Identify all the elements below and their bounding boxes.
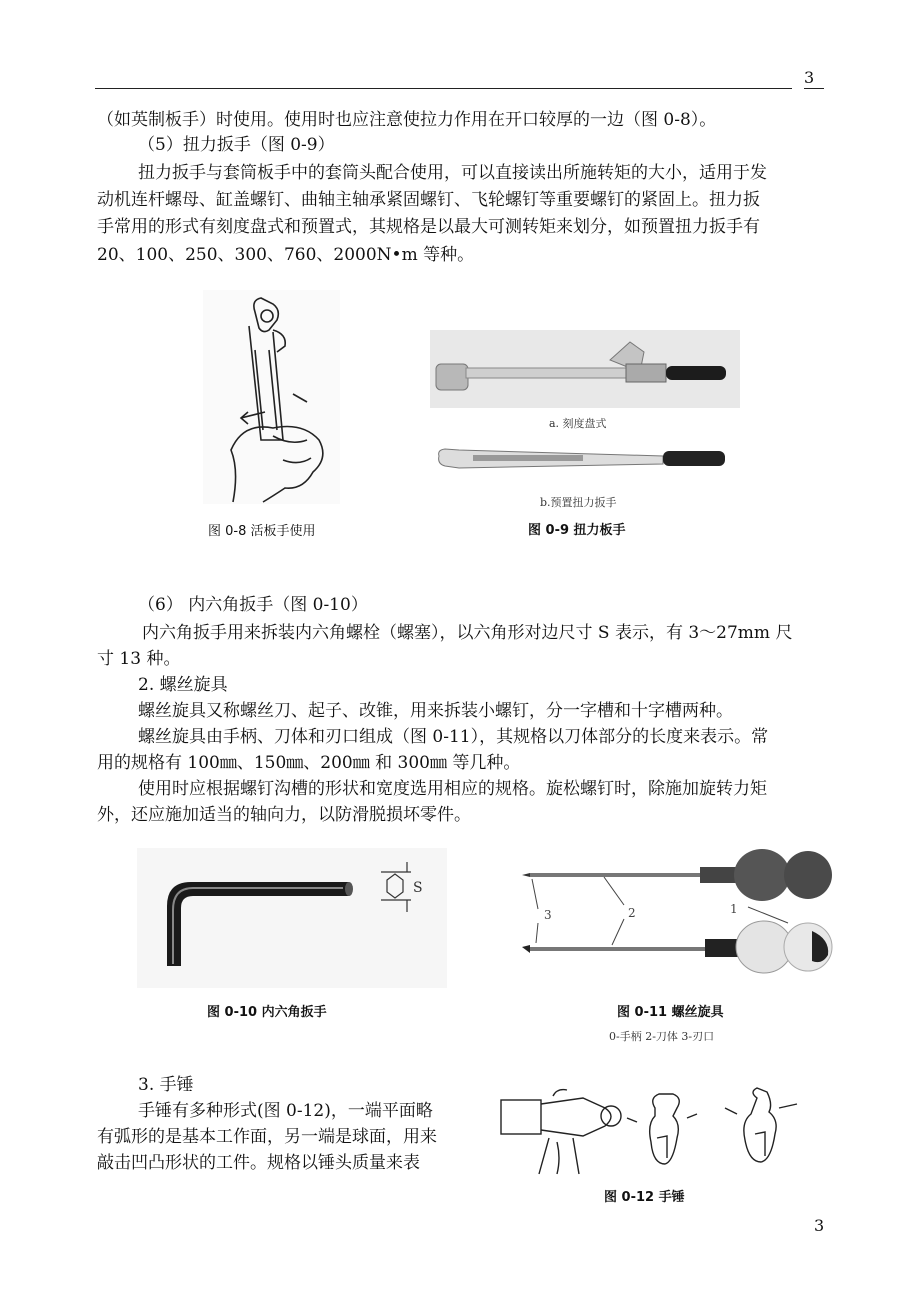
- figure-hex-key: [137, 848, 447, 988]
- paragraph-line: 扭力扳手与套筒板手中的套筒头配合使用，可以直接读出所施转矩的大小，适用于发: [138, 163, 767, 183]
- fig-0-12-caption: 图 0-12 手锤: [604, 1190, 685, 1205]
- hex-key-s-label: S: [413, 880, 423, 896]
- section-heading-3: 3. 手锤: [138, 1075, 194, 1095]
- label-2-shaft: 2: [628, 906, 636, 920]
- label-1-handle: 1: [730, 902, 738, 916]
- paragraph-line: 使用时应根据螺钉沟槽的形状和宽度选用相应的规格。旋松螺钉时，除施加旋转力矩: [138, 779, 767, 799]
- figure-screwdrivers: [512, 843, 837, 983]
- fig-0-11-caption: 图 0-11 螺丝旋具: [617, 1005, 724, 1020]
- section-heading-5: （5）扭力扳手（图 0-9）: [138, 135, 335, 155]
- section-heading-6: （6） 内六角扳手（图 0-10）: [138, 595, 368, 615]
- section-heading-2: 2. 螺丝旋具: [138, 675, 228, 695]
- paragraph-line: 螺丝旋具又称螺丝刀、起子、改锥，用来拆装小螺钉，分一字槽和十字槽两种。: [138, 701, 733, 721]
- fig-0-11-subcaption: 0-手柄 2-刀体 3-刃口: [609, 1030, 715, 1043]
- hex-key-drawing: [137, 848, 447, 988]
- fig-0-9b-subcaption: b.预置扭力扳手: [540, 496, 617, 509]
- paragraph-line: 螺丝旋具由手柄、刀体和刃口组成（图 0-11），其规格以刀体部分的长度来表示。常: [138, 727, 769, 747]
- paragraph-line: 外，还应施加适当的轴向力，以防滑脱损坏零件。: [97, 805, 471, 825]
- paragraph-line: 手锤有多种形式(图 0-12)，一端平面略: [138, 1101, 433, 1121]
- header-rule: [95, 88, 792, 89]
- paragraph-line: （如英制板手）时使用。使用时也应注意使拉力作用在开口较厚的一边（图 0-8）。: [97, 110, 717, 130]
- screwdrivers-drawing: [512, 843, 837, 983]
- adjustable-wrench-drawing: [203, 290, 340, 504]
- header-page-number-underline: [804, 88, 824, 89]
- figure-dial-torque-wrench: [430, 330, 740, 408]
- fig-0-8-caption: 图 0-8 活板手使用: [208, 524, 316, 539]
- hammers-drawing: [487, 1078, 812, 1176]
- paragraph-line: 20、100、250、300、760、2000N•m 等种。: [97, 245, 475, 265]
- paragraph-line: 敲击凹凸形状的工件。规格以锤头质量来表: [97, 1153, 420, 1173]
- preset-torque-wrench-drawing: [433, 440, 733, 476]
- figure-adjustable-wrench: [203, 290, 340, 504]
- header-page-number: 3: [804, 68, 815, 87]
- fig-0-9-caption: 图 0-9 扭力板手: [528, 523, 626, 538]
- label-3-blade-tip: 3: [544, 908, 552, 922]
- figure-preset-torque-wrench: [433, 440, 733, 476]
- paragraph-line: 手常用的形式有刻度盘式和预置式，其规格是以最大可测转矩来划分，如预置扭力扳手有: [97, 217, 760, 237]
- dial-torque-wrench-drawing: [430, 330, 740, 408]
- paragraph-line: 动机连杆螺母、缸盖螺钉、曲轴主轴承紧固螺钉、飞轮螺钉等重要螺钉的紧固上。扭力扳: [97, 190, 760, 210]
- fig-0-10-caption: 图 0-10 内六角扳手: [207, 1005, 327, 1020]
- paragraph-line: 寸 13 种。: [97, 649, 181, 669]
- paragraph-line: 内六角扳手用来拆装内六角螺栓（螺塞），以六角形对边尺寸 S 表示，有 3～27mm 尺: [142, 623, 793, 643]
- fig-0-9a-subcaption: a. 刻度盘式: [549, 417, 607, 430]
- figure-hammers: [487, 1078, 812, 1176]
- footer-page-number: 3: [814, 1216, 825, 1235]
- paragraph-line: 有弧形的是基本工作面，另一端是球面，用来: [97, 1127, 437, 1147]
- paragraph-line: 用的规格有 100㎜、150㎜、200㎜ 和 300㎜ 等几种。: [97, 753, 521, 773]
